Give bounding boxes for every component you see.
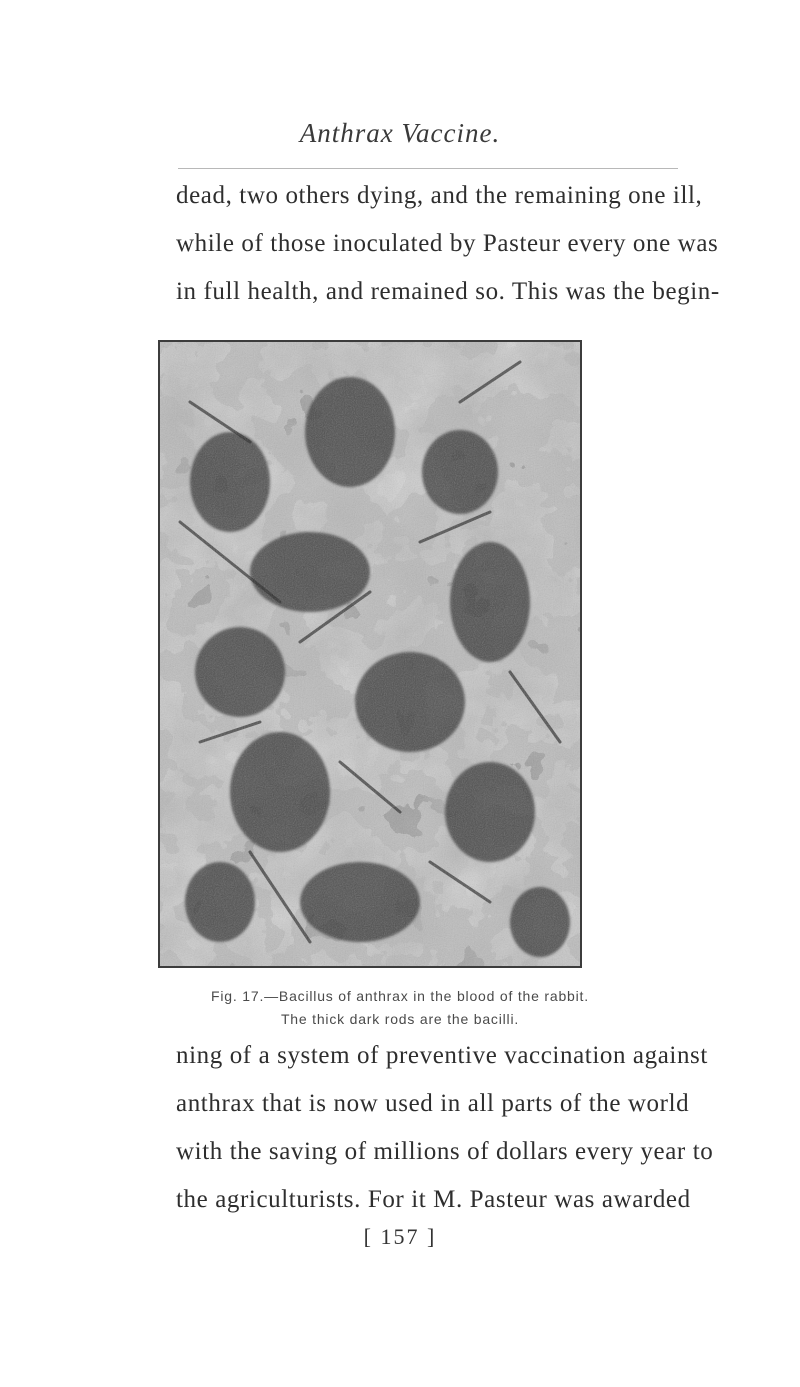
running-head: Anthrax Vaccine. (299, 118, 501, 148)
head-rule (178, 168, 678, 169)
page-number: [ 157 ] (363, 1224, 437, 1249)
text-line: ning of a system of preventive vaccination against (176, 1042, 708, 1069)
paragraph-top (176, 172, 720, 316)
text-line: in full health, and remained so. This was the begin- (176, 278, 720, 305)
text-line: the agriculturists. For it M. Pasteur was awarded (176, 1186, 691, 1213)
text-line: while of those inoculated by Pasteur every one was (176, 230, 719, 257)
text-line: with the saving of millions of dollars every year to (176, 1138, 714, 1165)
paragraph-bottom (176, 1032, 714, 1224)
text-line: anthrax that is now used in all parts of the world (176, 1090, 690, 1117)
micrograph-figure (158, 340, 582, 968)
figure-caption-continued: The thick dark rods are the bacilli. (280, 1011, 520, 1027)
text-line: dead, two others dying, and the remaining one ill, (176, 182, 703, 209)
figure-caption: Fig. 17.—Bacillus of anthrax in the blood of the rabbit. (211, 988, 589, 1004)
micrograph-image (160, 342, 580, 966)
